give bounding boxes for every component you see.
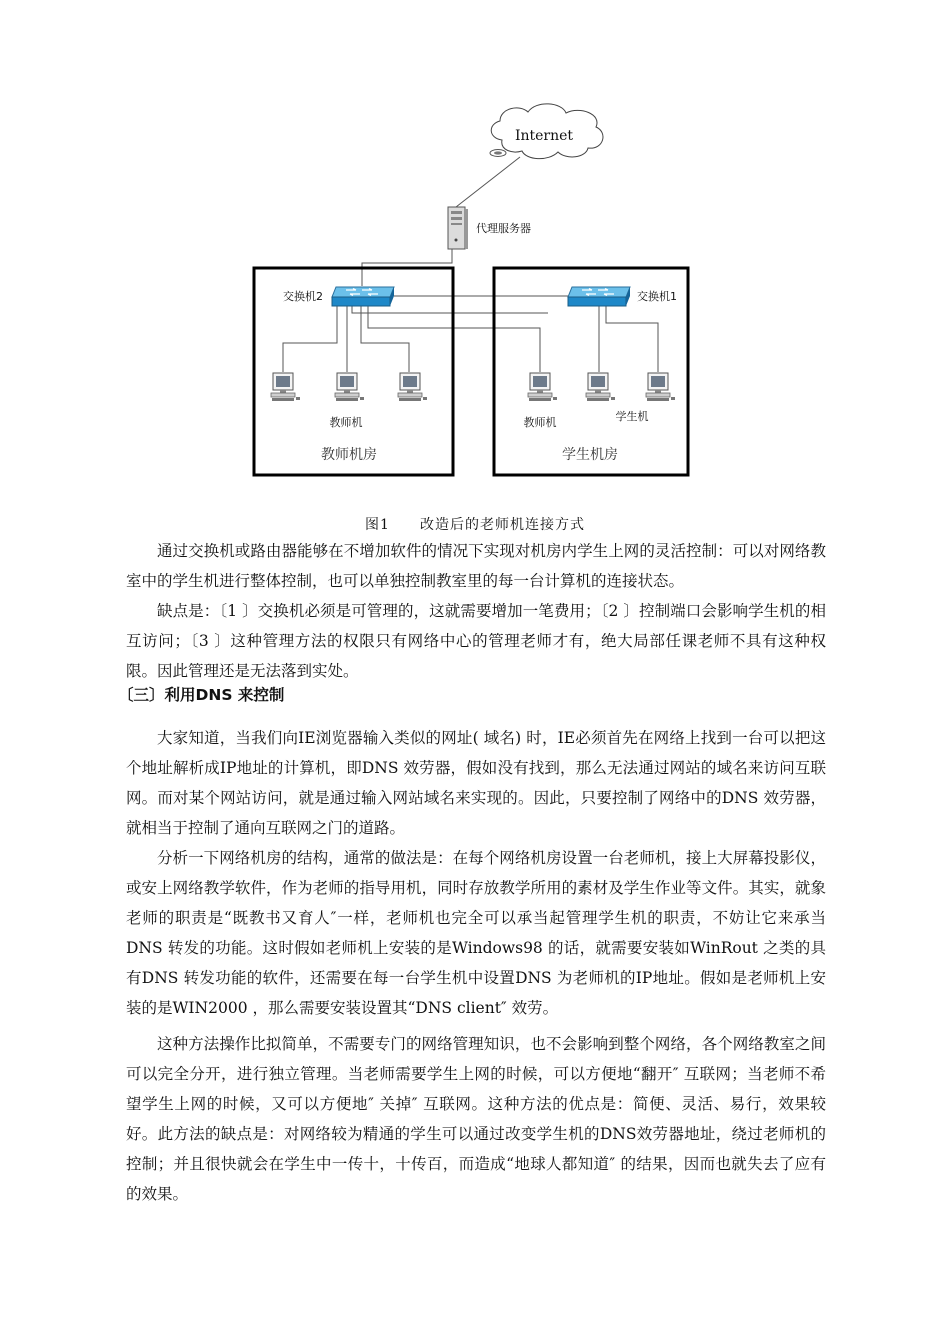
pc-icon [398, 373, 427, 401]
proxy-label: 代理服务器 [476, 222, 531, 235]
section-heading: 〔三〕利用DNS 来控制 [118, 686, 285, 704]
switch2-label: 交换机2 [283, 290, 323, 303]
paragraph-3: 大家知道，当我们向IE浏览器输入类似的网址( 域名) 时，IE必须首先在网络上找到一台可以把这个地址解析成IP地址的计算机，即DNS 效劳器，假如没有找到，那么无法通过网站的域名来访问互联网。而对某个网站访问，就是通过输入网站域名来实现的。因此，只要控制了网络中的DNS 效劳器，就相当于控制了通向互联网之门的道路。 [126, 729, 826, 837]
teacher-pc-label-left: 教师机 [329, 416, 363, 429]
paragraph-1: 通过交换机或路由器能够在不增加软件的情况下实现对机房内学生上网的灵活控制：可以对网络教室中的学生机进行整体控制，也可以单独控制教室里的每一台计算机的连接状态。 [126, 542, 826, 590]
switch-1 [568, 287, 630, 306]
network-diagram [0, 0, 950, 500]
pc-icon [271, 373, 300, 401]
pc-icon [586, 373, 615, 401]
switch1-label: 交换机1 [637, 290, 677, 303]
student-pc-label: 学生机 [615, 410, 649, 423]
figure-caption-text: 改造后的老师机连接方式 [419, 517, 585, 533]
teacher-pc-label-right: 教师机 [523, 416, 557, 429]
pc-icon [528, 373, 557, 401]
pc-icon [335, 373, 364, 401]
pc-icon [646, 373, 675, 401]
cloud-label: Internet [514, 128, 574, 144]
paragraph-5: 这种方法操作比拟简单，不需要专门的网络管理知识，也不会影响到整个网络，各个网络教室之间可以完全分开，进行独立管理。当老师需要学生上网的时候，可以方便地“翻开″ 互联网；当老师不希望学生上网的时候，又可以方便地″ 关掉″ 互联网。这种方法的优点是：简便、灵活、易行，效果较好。此方法的缺点是：对网络较为精通的学生可以通过改变学生机的DNS效劳器地址，绕过老师机的控制；并且很快就会在学生中一传十，十传百，而造成“地球人都知道″ 的结果，因而也就失去了应有的效果。 [126, 1035, 826, 1203]
switch-2 [332, 287, 394, 306]
room-right-label: 学生机房 [562, 447, 618, 463]
internet-cloud [490, 104, 603, 159]
proxy-server [448, 207, 468, 249]
figure-caption [0, 514, 950, 534]
figure-number: 图1 [365, 517, 390, 533]
network-links [283, 157, 658, 372]
paragraph-4: 分析一下网络机房的结构，通常的做法是：在每个网络机房设置一台老师机，接上大屏幕投影仪，或安上网络教学软件，作为老师的指导用机，同时存放教学所用的素材及学生作业等文件。其实，就象老师的职责是“既教书又育人″一样，老师机也完全可以承当起管理学生机的职责，不妨让它来承当DNS 转发的功能。这时假如老师机上安装的是Windows98 的话，就需要安装如WinRout 之类的具有DNS 转发功能的软件，还需要在每一台学生机中设置DNS 为老师机的IP地址。假如是老师机上安装的是WIN2000 ，那么需要安装设置其“DNS client″ 效劳。 [126, 849, 826, 1017]
room-left-label: 教师机房 [321, 447, 377, 463]
paragraph-2: 缺点是：〔1 〕交换机必须是可管理的，这就需要增加一笔费用；〔2 〕控制端口会影响学生机的相互访问；〔3 〕这种管理方法的权限只有网络中心的管理老师才有，绝大局部任课老师不具有这种权限。因此管理还是无法落到实处。 [126, 602, 826, 680]
